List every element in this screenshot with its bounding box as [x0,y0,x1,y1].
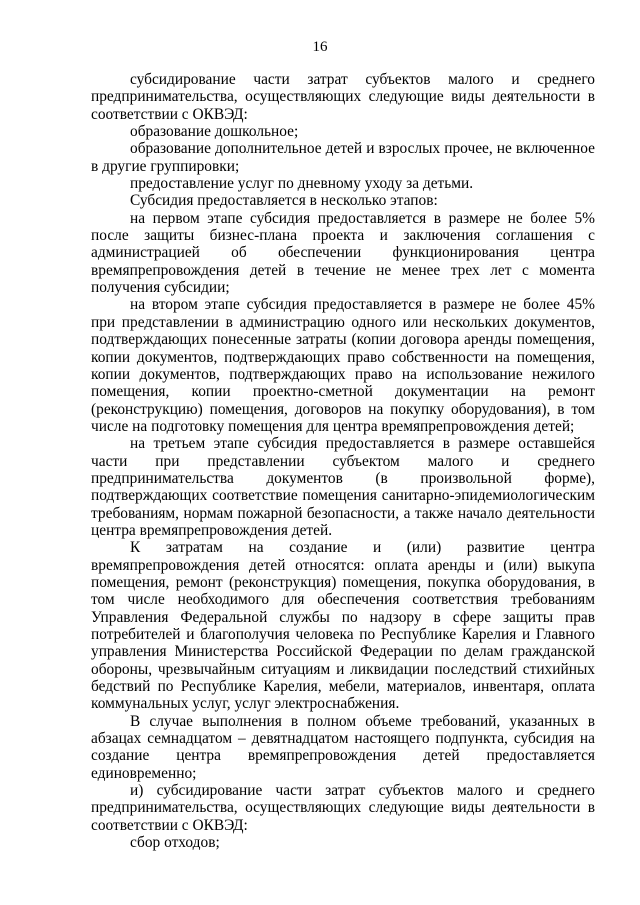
paragraph: К затратам на создание и (или) развитие центра времяпрепровождения детей относятся: оплата аренды и (или) выкупа помещения, ремонт (реконструкция) помещения, покупка оборудования, в том числе необходимого для обеспечения соответствия требованиям Управления Федеральной службы по надзору в сфере защиты прав потребителей и благополучия человека по Республике Карелия и Главного управления Министерства Российской Федерации по делам гражданской обороны, чрезвычайным ситуациям и ликвидации последствий стихийных бедствий по Республике Карелия, мебели, материалов, инвентаря, оплата коммунальных услуг, услуг электроснабжения. [91,539,595,713]
paragraph: образование дополнительное детей и взрослых прочее, не включенное в другие группировки; [91,140,595,175]
paragraph: В случае выполнения в полном объеме требований, указанных в абзацах семнадцатом – девятнадцатом настоящего подпункта, субсидия на создание центра времяпрепровождения детей предоставляется единовременно; [91,712,595,782]
paragraph: сбор отходов; [130,834,220,852]
paragraph: и) субсидирование части затрат субъектов малого и среднего предпринимательства, осуществляющих следующие виды деятельности в соответствии с ОКВЭД: [91,782,595,834]
paragraph: на втором этапе субсидия предоставляется в размере не более 45% при представлении в администрацию одного или нескольких документов, подтверждающих понесенные затраты (копии договора аренды помещения, копии документов, подтверждающих право собственности на помещения, копии документов, подтверждающих право на использование нежилого помещения, копии проектно-сметной документации на ремонт (реконструкцию) помещения, договоров на покупку оборудования), в том числе на подготовку помещения для центра времяпрепровождения детей; [91,296,595,435]
paragraph: образование дошкольное; [130,123,299,141]
paragraph: предоставление услуг по дневному уходу за детьми. [130,175,474,193]
page-number: 16 [312,39,328,55]
paragraph: Субсидия предоставляется в несколько этапов: [130,192,438,210]
document-body [91,71,595,851]
paragraph: субсидирование части затрат субъектов малого и среднего предпринимательства, осуществляющих следующие виды деятельности в соответствии с ОКВЭД: [91,71,595,123]
paragraph: на первом этапе субсидия предоставляется в размере не более 5% после защиты бизнес-плана проекта и заключения соглашения с администрацией об обеспечении функционирования центра времяпрепровождения детей в течение не менее трех лет с момента получения субсидии; [91,209,595,297]
paragraph: на третьем этапе субсидия предоставляется в размере оставшейся части при представлении субъектом малого и среднего предпринимательства документов (в произвольной форме), подтверждающих соответствие помещения санитарно-эпидемиологическим требованиям, нормам пожарной безопасности, а также начало деятельности центра времяпрепровождения детей. [91,435,595,539]
